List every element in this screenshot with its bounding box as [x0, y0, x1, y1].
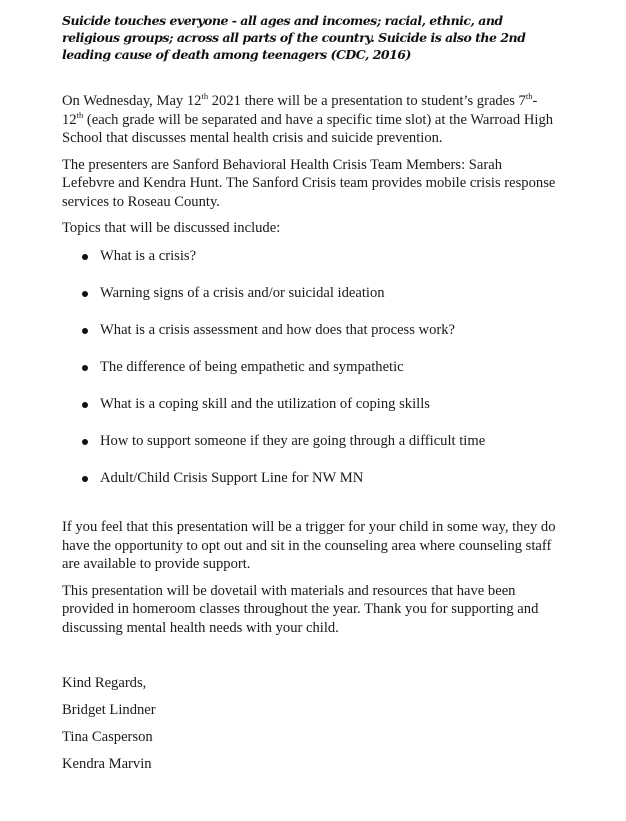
bullet-icon — [82, 365, 88, 371]
ordinal-suffix: th — [201, 91, 209, 102]
topic-text: What is a crisis assessment and how does that process work? — [100, 321, 456, 338]
dovetail-paragraph: This presentation will be dovetail with materials and resources that have been provided in homeroom classes throughout the year. Thank you for supporting and discussing mental health needs with your child. — [62, 582, 539, 636]
closing-line: Kind Regards, — [62, 675, 147, 691]
list-item — [62, 395, 562, 414]
topics-intro: Topics that will be discussed include: — [62, 220, 281, 236]
ordinal-suffix: th — [76, 109, 84, 120]
list-item — [62, 247, 562, 266]
presentation-announcement — [62, 92, 557, 148]
topic-text: How to support someone if they are going through a difficult time — [100, 432, 486, 449]
list-item — [62, 284, 562, 303]
signature-block — [62, 674, 562, 774]
intro-text-1: On Wednesday, May 12 — [62, 93, 202, 109]
letter-page — [62, 12, 562, 782]
topic-text: Adult/Child Crisis Support Line for NW MN — [100, 469, 364, 486]
list-item — [62, 432, 562, 451]
list-item — [62, 321, 562, 340]
topic-text: What is a crisis? — [100, 247, 197, 264]
topics-list — [62, 247, 562, 488]
suicide-statistic-quote: Suicide touches everyone - all ages and incomes; racial, ethnic, and religious groups; across all parts of the country. Suicide is also the 2nd leading cause of death among teenagers (CDC, 2016) — [62, 13, 526, 62]
bullet-icon — [82, 402, 88, 408]
topic-text: The difference of being empathetic and sympathetic — [100, 358, 404, 375]
list-item — [62, 358, 562, 377]
topic-text: Warning signs of a crisis and/or suicidal ideation — [100, 284, 385, 301]
list-item — [62, 469, 562, 488]
bullet-icon — [82, 254, 88, 260]
intro-text-4: (each grade will be separated and have a specific time slot) at the Warroad High School that discusses mental health crisis and suicide prevention. — [62, 111, 554, 146]
bullet-icon — [82, 291, 88, 297]
signer-name: Tina Casperson — [62, 729, 153, 745]
signer-name: Kendra Marvin — [62, 756, 152, 772]
presenters-paragraph: The presenters are Sanford Behavioral Health Crisis Team Members: Sarah Lefebvre and Kendra Hunt. The Sanford Crisis team provides mobile crisis response services to Roseau County. — [62, 156, 556, 210]
topic-text: What is a coping skill and the utilization of coping skills — [100, 395, 430, 412]
intro-text-2: 2021 there will be a presentation to student’s grades 7 — [208, 93, 526, 109]
bullet-icon — [82, 328, 88, 334]
opt-out-paragraph: If you feel that this presentation will be a trigger for your child in some way, they do have the opportunity to opt out and sit in the counseling area where counseling staff are available to provide support. — [62, 519, 556, 572]
intro-text-3: -12 — [62, 93, 538, 128]
bullet-icon — [82, 476, 88, 482]
bullet-icon — [82, 439, 88, 445]
ordinal-suffix: th — [525, 91, 533, 102]
signer-name: Bridget Lindner — [62, 702, 156, 718]
